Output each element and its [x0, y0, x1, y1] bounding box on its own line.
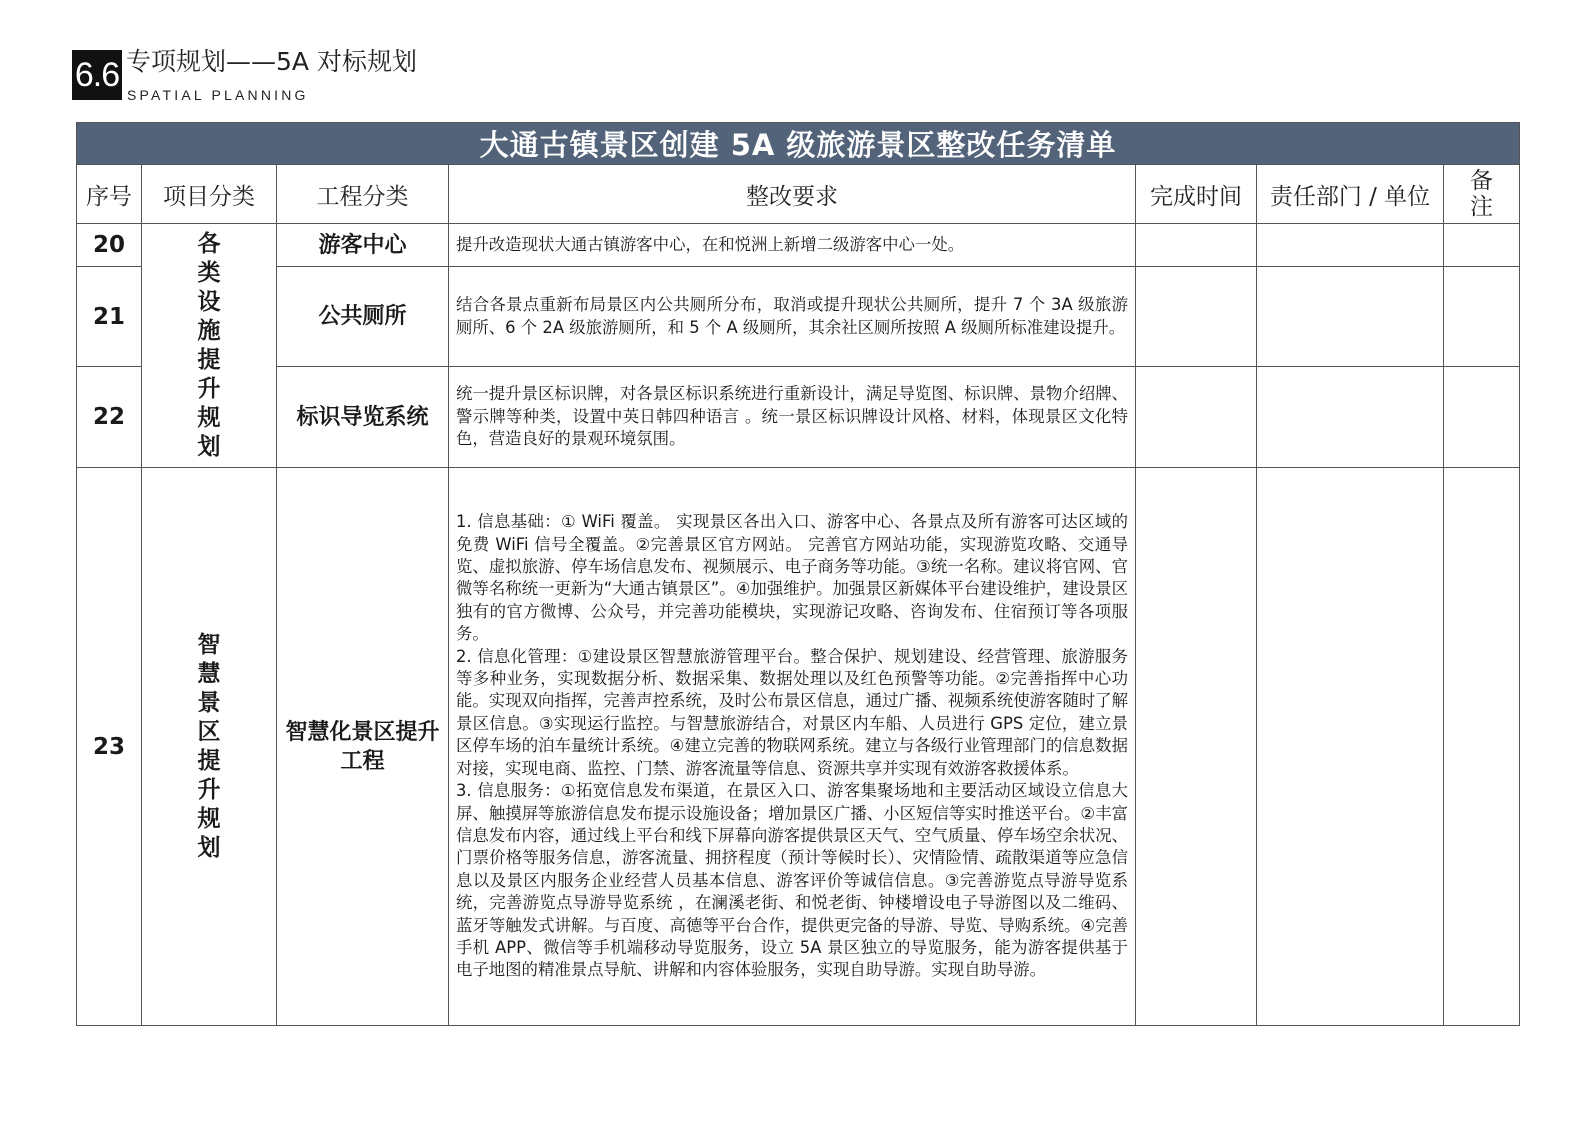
note-cell [1444, 468, 1520, 1026]
note-cell [1444, 367, 1520, 468]
completion-time-cell [1136, 367, 1257, 468]
responsible-unit-cell [1257, 468, 1444, 1026]
row-seq: 21 [77, 267, 142, 367]
section-number-badge: 6.6 [72, 50, 122, 100]
engineering-category-cell: 游客中心 [277, 224, 449, 267]
project-category-cell [142, 468, 277, 1026]
row-seq: 22 [77, 367, 142, 468]
column-header-completion-time: 完成时间 [1136, 165, 1257, 224]
column-header-engineering-category: 工程分类 [277, 165, 449, 224]
column-header-requirement: 整改要求 [449, 165, 1136, 224]
column-header-note: 备注 [1444, 165, 1520, 224]
column-header-project-category: 项目分类 [142, 165, 277, 224]
project-category-label: 各类设施提升规划 [197, 230, 221, 460]
requirement-cell: 结合各景点重新布局景区内公共厕所分布，取消或提升现状公共厕所，提升 7 个 3A 级旅游厕所、6 个 2A 级旅游厕所，和 5 个 A 级厕所，其余社区厕所按照 A 级厕所标准建设提升。 [449, 267, 1136, 367]
table-title: 大通古镇景区创建 5A 级旅游景区整改任务清单 [77, 123, 1520, 165]
column-header-seq: 序号 [77, 165, 142, 224]
project-category-label: 智慧景区提升规划 [197, 631, 221, 861]
responsible-unit-cell [1257, 367, 1444, 468]
requirement-paragraph-info-management: 2. 信息化管理：①建设景区智慧旅游管理平台。整合保护、规划建设、经营管理、旅游服务等多种业务，实现数据分析、数据采集、数据处理以及红色预警等功能。②完善指挥中心功能。实现双向指挥，完善声控系统，及时公布景区信息，通过广播、视频系统使游客随时了解景区信息。③实现运行监控。与智慧旅游结合，对景区内车船、人员进行 GPS 定位，建立景区停车场的泊车量统计系统。④建立完善的物联网系统。建立与各级行业管理部门的信息数据对接，实现电商、监控、门禁、游客流量等信息、资源共享并实现有效游客救援体系。 [456, 646, 1129, 778]
task-list-table [76, 122, 1520, 1026]
engineering-category-cell: 标识导览系统 [277, 367, 449, 468]
table-row [77, 224, 1520, 267]
requirement-cell: 统一提升景区标识牌，对各景区标识系统进行重新设计，满足导览图、标识牌、景物介绍牌、警示牌等种类，设置中英日韩四种语言 。统一景区标识牌设计风格、材料，体现景区文化特色，营造良好的景观环境氛围。 [449, 367, 1136, 468]
completion-time-cell [1136, 468, 1257, 1026]
requirement-cell [449, 468, 1136, 1026]
table-row [77, 468, 1520, 1026]
section-subtitle: SPATIAL PLANNING [127, 87, 309, 103]
column-header-responsible-unit: 责任部门 / 单位 [1257, 165, 1444, 224]
note-cell [1444, 224, 1520, 267]
note-cell [1444, 267, 1520, 367]
requirement-paragraph-info-basics: 1. 信息基础：① WiFi 覆盖。 实现景区各出入口、游客中心、各景点及所有游客可达区域的免费 WiFi 信号全覆盖。②完善景区官方网站。 完善官方网站功能，实现游览攻略、交通导览、虚拟旅游、停车场信息发布、视频展示、电子商务等功能。③统一名称。建议将官网、官微等名称统一更新为“大通古镇景区”。④加强维护。加强景区新媒体平台建设维护，建设景区独有的官方微博、公众号，并完善功能模块，实现游记攻略、咨询发布、住宿预订等各项服务。 [456, 512, 1128, 644]
row-seq: 23 [77, 468, 142, 1026]
table-row [77, 267, 1520, 367]
responsible-unit-cell [1257, 267, 1444, 367]
completion-time-cell [1136, 267, 1257, 367]
engineering-category-cell: 公共厕所 [277, 267, 449, 367]
section-title: 专项规划——5A 对标规划 [126, 47, 417, 76]
project-category-cell [142, 224, 277, 468]
requirement-cell: 提升改造现状大通古镇游客中心，在和悦洲上新增二级游客中心一处。 [449, 224, 1136, 267]
requirement-paragraph-info-services: 3. 信息服务：①拓宽信息发布渠道，在景区入口、游客集聚场地和主要活动区域设立信息大屏、触摸屏等旅游信息发布提示设施设备；增加景区广播、小区短信等实时推送平台。②丰富信息发布内容，通过线上平台和线下屏幕向游客提供景区天气、空气质量、停车场空余状况、门票价格等服务信息，游客流量、拥挤程度（预计等候时长）、灾情险情、疏散渠道等应急信息以及景区内服务企业经营人员基本信息、游客评价等诚信信息。③完善游览点导游导览系统，完善游览点导游导览系统 ，在澜溪老街、和悦老街、钟楼增设电子导游图以及二维码、蓝牙等触发式讲解。与百度、高德等平台合作，提供更完备的导游、导览、导购系统。④完善手机 APP、微信等手机端移动导览服务，设立 5A 景区独立的导览服务，能为游客提供基于电子地图的精准景点导航、讲解和内容体验服务，实现自助导游。实现自助导游。 [456, 781, 1129, 980]
table-row [77, 367, 1520, 468]
row-seq: 20 [77, 224, 142, 267]
completion-time-cell [1136, 224, 1257, 267]
engineering-category-cell: 智慧化景区提升工程 [277, 468, 449, 1026]
responsible-unit-cell [1257, 224, 1444, 267]
